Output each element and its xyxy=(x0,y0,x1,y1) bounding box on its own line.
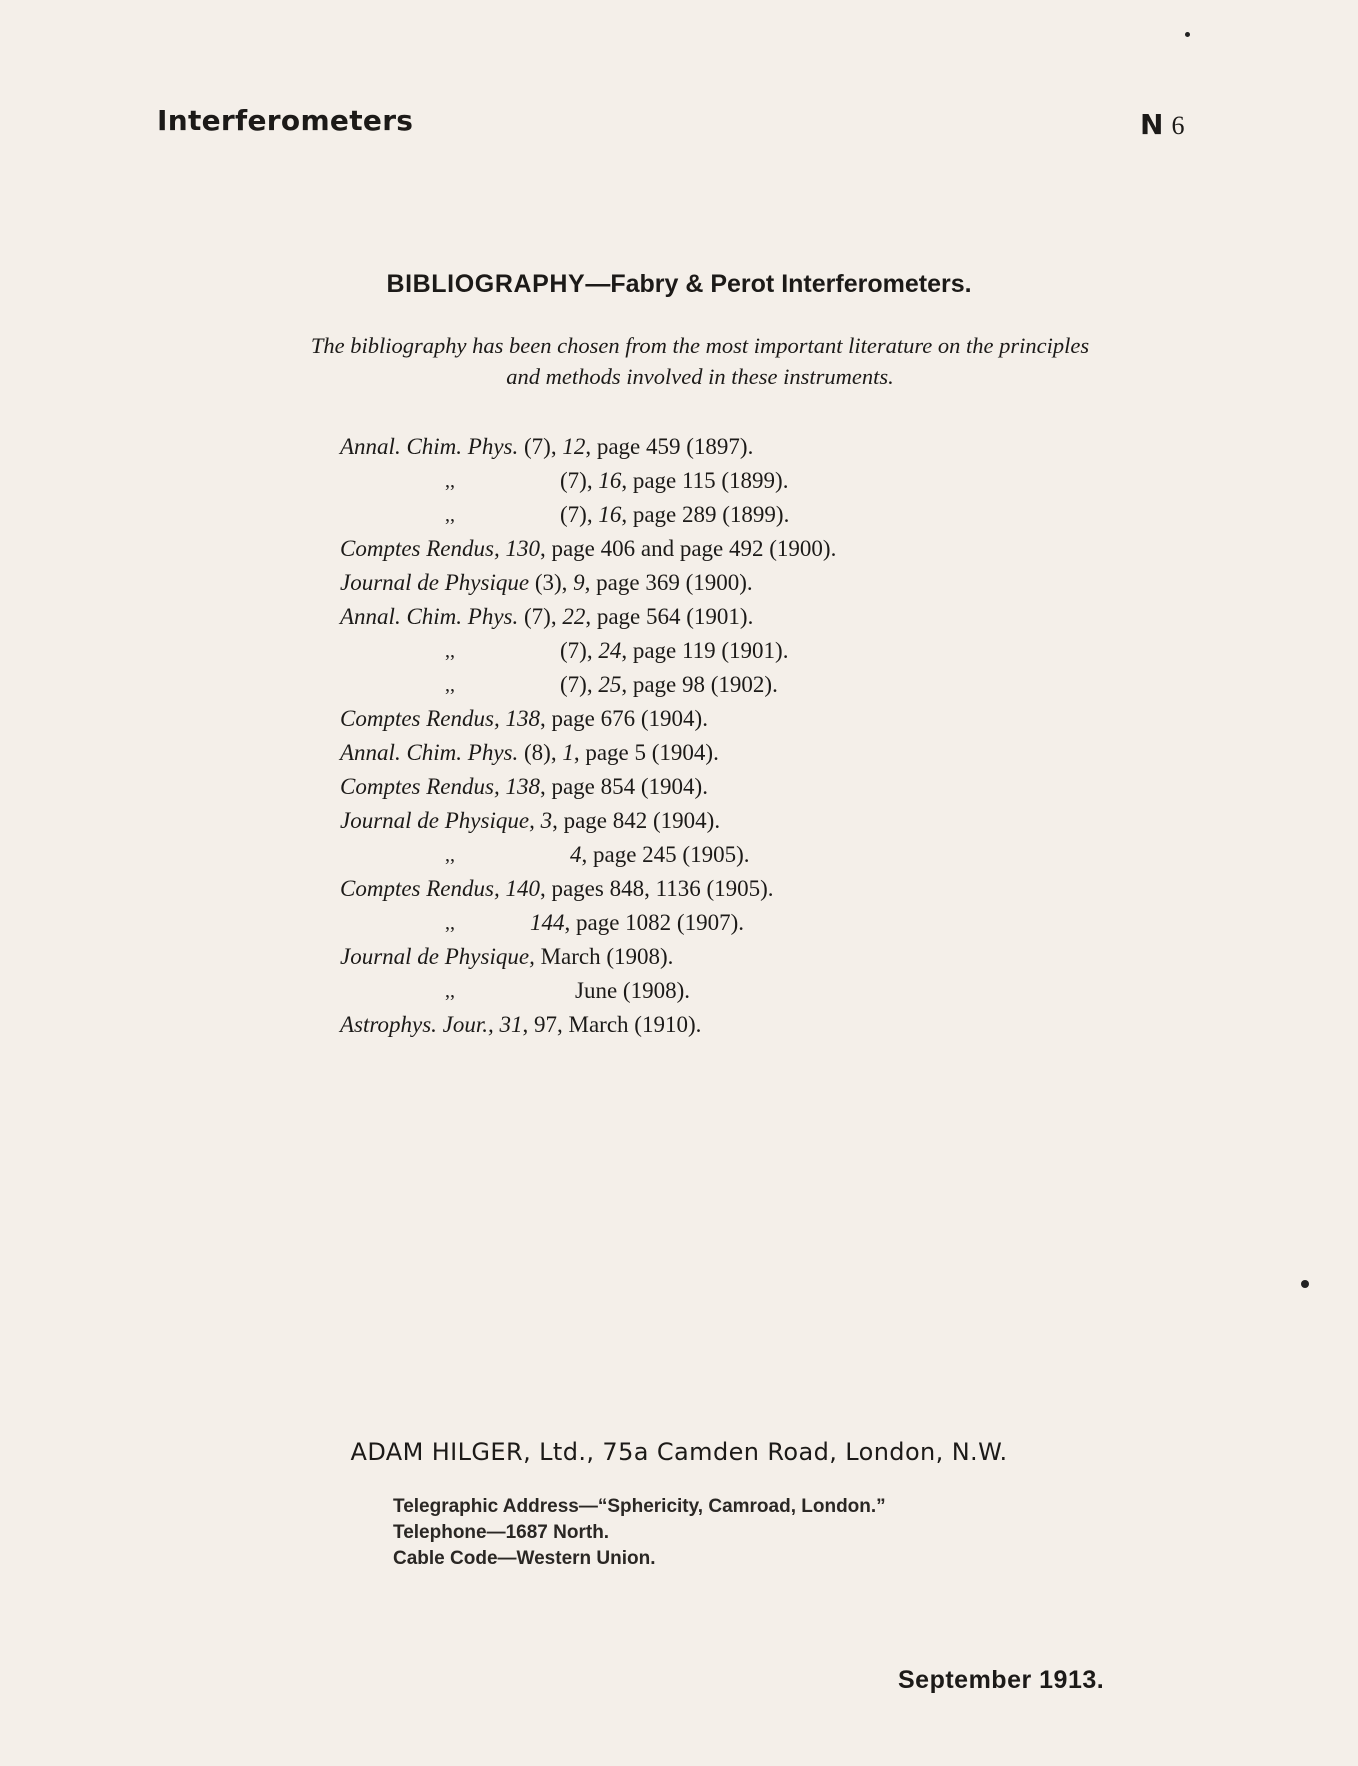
reference-source: Annal. Chim. Phys. xyxy=(340,434,519,459)
reference-entry xyxy=(340,464,836,498)
reference-details: , page 406 and page 492 (1900). xyxy=(539,536,837,561)
page-digit: 6 xyxy=(1171,111,1185,140)
title-lead: BIBLIOGRAPHY xyxy=(386,270,586,298)
reference-volume: 25 xyxy=(598,672,622,697)
reference-entry xyxy=(340,566,836,600)
reference-volume: 138 xyxy=(505,706,540,731)
reference-volume: 22 xyxy=(562,604,586,629)
reference-volume: 4 xyxy=(570,842,582,867)
print-speck xyxy=(1301,1280,1309,1288)
ditto-mark: ,, xyxy=(445,912,455,934)
reference-volume: 144 xyxy=(530,910,565,935)
reference-volume: 3 xyxy=(540,808,553,833)
page-letter: N xyxy=(1140,108,1164,141)
ditto-mark: ,, xyxy=(445,504,455,526)
reference-details: , page 119 (1901). xyxy=(621,638,789,663)
telegraphic-address: Telegraphic Address—“Sphericity, Camroad, London.” xyxy=(393,1496,886,1517)
reference-continuation xyxy=(570,838,750,872)
reference-entry xyxy=(340,906,836,940)
reference-series: (7), xyxy=(518,604,563,629)
ditto-mark: ,, xyxy=(445,980,455,1002)
reference-series: (7), xyxy=(518,434,563,459)
reference-entry xyxy=(340,702,836,736)
title-rest: —Fabry & Perot Interferometers. xyxy=(585,270,972,298)
reference-volume: 1 xyxy=(562,740,574,765)
reference-details: , page 369 (1900). xyxy=(584,570,753,595)
section-heading: Interferometers xyxy=(157,104,414,137)
cable-code: Cable Code—Western Union. xyxy=(393,1548,656,1569)
reference-entry xyxy=(340,770,836,804)
reference-source: Annal. Chim. Phys. xyxy=(340,740,519,765)
reference-volume: 24 xyxy=(598,638,622,663)
reference-entry xyxy=(340,974,836,1008)
reference-entry xyxy=(340,872,836,906)
reference-entry xyxy=(340,600,836,634)
reference-volume: 16 xyxy=(598,502,622,527)
reference-source: Comptes Rendus, xyxy=(340,536,500,561)
reference-continuation xyxy=(560,498,789,532)
ditto-mark: ,, xyxy=(445,640,455,662)
reference-volume: 130 xyxy=(505,536,540,561)
reference-list xyxy=(340,430,836,1042)
reference-continuation xyxy=(560,464,788,498)
reference-entry xyxy=(340,838,836,872)
reference-source: Annal. Chim. Phys. xyxy=(340,604,519,629)
reference-continuation xyxy=(530,906,744,940)
bibliography-title xyxy=(0,270,1358,299)
telephone: Telephone—1687 North. xyxy=(393,1522,610,1543)
reference-series: (7), xyxy=(560,502,599,527)
contact-block xyxy=(393,1494,886,1572)
ditto-mark: ,, xyxy=(445,470,455,492)
reference-entry xyxy=(340,736,836,770)
reference-series: (7), xyxy=(560,638,599,663)
reference-details: , page 564 (1901). xyxy=(585,604,754,629)
reference-continuation xyxy=(560,668,778,702)
reference-continuation xyxy=(560,634,788,668)
ditto-mark: ,, xyxy=(445,674,455,696)
reference-volume: 140 xyxy=(505,876,540,901)
reference-details: June (1908). xyxy=(575,978,690,1003)
reference-details: , page 98 (1902). xyxy=(621,672,778,697)
reference-details: , page 842 (1904). xyxy=(552,808,721,833)
reference-details: , page 459 (1897). xyxy=(585,434,754,459)
reference-volume: 31 xyxy=(499,1012,523,1037)
reference-entry xyxy=(340,668,836,702)
reference-details: , page 676 (1904). xyxy=(539,706,708,731)
ditto-mark: ,, xyxy=(445,844,455,866)
reference-source: Comptes Rendus, xyxy=(340,706,500,731)
intro-paragraph xyxy=(220,330,1180,392)
reference-details: , page 289 (1899). xyxy=(621,502,790,527)
page-number xyxy=(1140,108,1184,141)
intro-line: The bibliography has been chosen from the most important literature on the principles xyxy=(310,333,1090,358)
reference-source: Journal de Physique, xyxy=(340,944,535,969)
reference-source: Astrophys. Jour., xyxy=(340,1012,494,1037)
reference-details: March (1908). xyxy=(534,944,674,969)
intro-line: and methods involved in these instruments. xyxy=(506,364,894,389)
reference-entry xyxy=(340,940,836,974)
reference-details: , pages 848, 1136 (1905). xyxy=(539,876,774,901)
reference-entry xyxy=(340,498,836,532)
reference-entry xyxy=(340,804,836,838)
reference-continuation xyxy=(575,974,690,1008)
reference-volume: 9 xyxy=(573,570,585,595)
reference-details: , page 115 (1899). xyxy=(621,468,789,493)
reference-series: (3), xyxy=(529,570,574,595)
reference-source: Comptes Rendus, xyxy=(340,774,500,799)
reference-details: , page 5 (1904). xyxy=(573,740,719,765)
reference-entry xyxy=(340,532,836,566)
print-speck xyxy=(1185,32,1190,37)
reference-series: (7), xyxy=(560,672,599,697)
company-address: ADAM HILGER, Ltd., 75a Camden Road, London, N.W. xyxy=(350,1438,1008,1466)
reference-volume: 12 xyxy=(562,434,586,459)
reference-source: Journal de Physique xyxy=(340,570,530,595)
reference-volume: 138 xyxy=(505,774,540,799)
reference-source: Comptes Rendus, xyxy=(340,876,500,901)
reference-entry xyxy=(340,634,836,668)
reference-series: (7), xyxy=(560,468,599,493)
publication-date: September 1913. xyxy=(898,1666,1105,1694)
reference-entry xyxy=(340,430,836,464)
reference-entry xyxy=(340,1008,836,1042)
reference-series: (8), xyxy=(518,740,563,765)
reference-details: , page 854 (1904). xyxy=(539,774,708,799)
reference-details: , page 1082 (1907). xyxy=(564,910,744,935)
reference-details: , page 245 (1905). xyxy=(581,842,750,867)
reference-details: , 97, March (1910). xyxy=(522,1012,702,1037)
reference-volume: 16 xyxy=(598,468,622,493)
reference-source: Journal de Physique, xyxy=(340,808,535,833)
